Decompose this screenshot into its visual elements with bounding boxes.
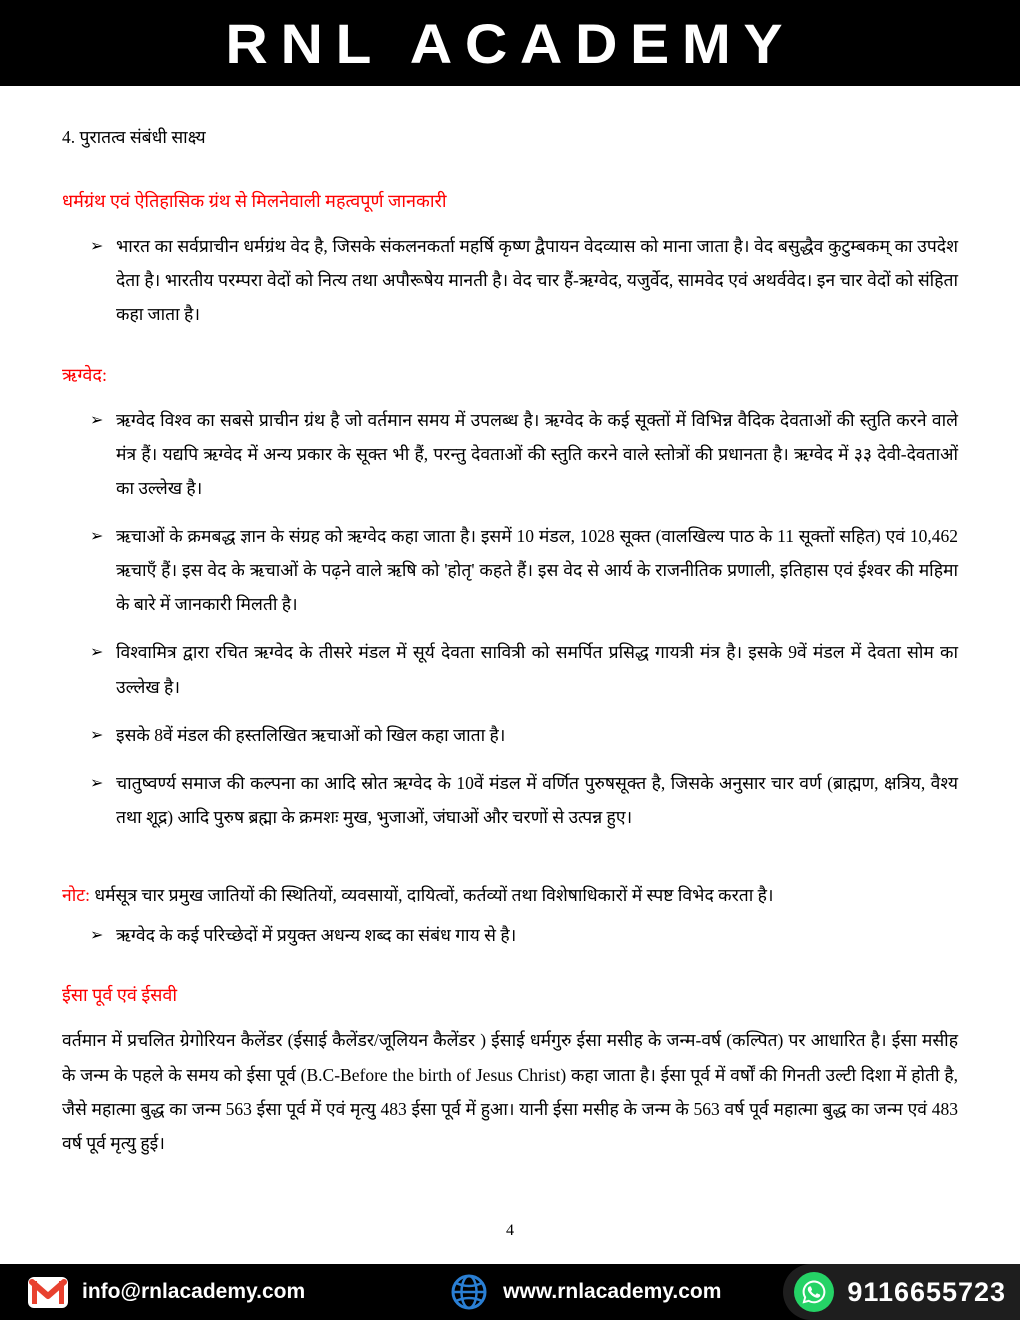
list-item bbox=[62, 766, 958, 834]
globe-icon bbox=[449, 1272, 489, 1312]
section-title-scriptures: धर्मग्रंथ एवं ऐतिहासिक ग्रंथ से मिलनेवाली महत्वपूर्ण जानकारी bbox=[62, 191, 447, 212]
bullet-text: ऋचाओं के क्रमबद्ध ज्ञान के संग्रह को ऋग्वेद कहा जाता है। इसमें 10 मंडल, 1028 सूक्त (वालखिल्य पाठ के 11 सूक्तों सहित) एवं 10,462 ऋचाएँ हैं। इस वेद के ऋचाओं के पढ़ने वाले ऋषि को 'होतृ' कहते हैं। इस वेद से आर्य के राजनीतिक प्रणाली, इतिहास एवं ईश्वर की महिमा के बारे में जानकारी मिलती है। bbox=[116, 526, 958, 615]
arrow-bullet-icon: ➢ bbox=[90, 526, 104, 546]
list-item bbox=[62, 519, 958, 621]
footer-bar bbox=[0, 1264, 1020, 1320]
paragraph-bc-ad: वर्तमान में प्रचलित ग्रेगोरियन कैलेंडर (ईसाई कैलेंडर/जूलियन कैलेंडर ) ईसाई धर्मगुरु ईसा मसीह के जन्म-वर्ष (कल्पित) पर आधारित है। ईसा मसीह के जन्म के पहले के समय को ईसा पूर्व (B.C-Before the birth of Jesus Christ) कहा जाता है। ईसा पूर्व में वर्षों की गिनती उल्टी दिशा में होती है, जैसे महात्मा बुद्ध का जन्म 563 ईसा पूर्व में एवं मृत्यु 483 ईसा पूर्व में हुआ। यानी ईसा मसीह के जन्म के 563 वर्ष पूर्व महात्मा बुद्ध का जन्म एवं 483 वर्ष पूर्व मृत्यु हुई। bbox=[62, 1030, 958, 1153]
list-item bbox=[62, 403, 958, 505]
document-content bbox=[0, 86, 1020, 1160]
note-label: नोट: bbox=[62, 885, 90, 906]
section-title-rigveda: ऋग्वेद: bbox=[62, 364, 107, 385]
footer-website[interactable] bbox=[449, 1272, 721, 1312]
bullet-text: ऋग्वेद विश्व का सबसे प्राचीन ग्रंथ है जो वर्तमान समय में उपलब्ध है। ऋग्वेद के कई सूक्तों में विभिन्न वैदिक देवताओं की स्तुति करने वाले मंत्र हैं। यद्यपि ऋग्वेद में अन्य प्रकार के सूक्त भी हैं, परन्तु देवताओं की स्तुति करने वाले स्तोत्रों की प्रधानता है। ऋग्वेद में ३३ देवी-देवताओं का उल्लेख है। bbox=[116, 409, 958, 498]
page-number: 4 bbox=[506, 1222, 514, 1239]
footer-email-text: info@rnlacademy.com bbox=[82, 1280, 306, 1303]
list-item bbox=[62, 918, 958, 952]
footer-email[interactable] bbox=[28, 1277, 305, 1308]
bullet-text: ऋग्वेद के कई परिच्छेदों में प्रयुक्त अधन्य शब्द का संबंध गाय से है। bbox=[116, 925, 517, 946]
email-icon bbox=[28, 1277, 68, 1308]
note-line bbox=[62, 878, 958, 912]
arrow-bullet-icon: ➢ bbox=[90, 772, 104, 792]
section-title-bc-ad: ईसा पूर्व एवं ईसवी bbox=[62, 985, 178, 1006]
arrow-bullet-icon: ➢ bbox=[90, 642, 104, 662]
header-bar bbox=[0, 0, 1020, 86]
arrow-bullet-icon: ➢ bbox=[90, 925, 104, 945]
footer-website-text: www.rnlacademy.com bbox=[503, 1280, 722, 1303]
arrow-bullet-icon: ➢ bbox=[90, 409, 104, 429]
arrow-bullet-icon: ➢ bbox=[90, 236, 104, 256]
list-item bbox=[62, 718, 958, 752]
whatsapp-icon bbox=[793, 1271, 835, 1313]
footer-phone-text: 9116655723 bbox=[847, 1276, 1007, 1307]
footer-phone[interactable] bbox=[783, 1264, 1020, 1320]
list-item bbox=[62, 229, 958, 331]
note-text: धर्मसूत्र चार प्रमुख जातियों की स्थितियों, व्यवसायों, दायित्वों, कर्तव्यों तथा विशेषाधिकारों में स्पष्ट विभेद करता है। bbox=[89, 885, 774, 906]
arrow-bullet-icon: ➢ bbox=[90, 724, 104, 744]
bullet-text: इसके 8वें मंडल की हस्तलिखित ऋचाओं को खिल कहा जाता है। bbox=[116, 724, 506, 745]
bullet-text: विश्वामित्र द्वारा रचित ऋग्वेद के तीसरे मंडल में सूर्य देवता सावित्री को समर्पित प्रसिद्ध गायत्री मंत्र है। इसके 9वें मंडल में देवता सोम का उल्लेख है। bbox=[116, 642, 958, 697]
list-item bbox=[62, 635, 958, 703]
bullet-text: चातुष्वर्ण्य समाज की कल्पना का आदि स्रोत ऋग्वेद के 10वें मंडल में वर्णित पुरुषसूक्त है, जिसके अनुसार चार वर्ण (ब्राह्मण, क्षत्रिय, वैश्य तथा शूद्र) आदि पुरुष ब्रह्मा के क्रमशः मुख, भुजाओं, जंघाओं और चरणों से उत्पन्न हुए। bbox=[116, 772, 958, 827]
page-title: 4. पुरातत्व संबंधी साक्ष्य bbox=[62, 127, 206, 147]
bullet-text: भारत का सर्वप्राचीन धर्मग्रंथ वेद है, जिसके संकलनकर्ता महर्षि कृष्ण द्वैपायन वेदव्यास को माना जाता है। वेद बसुद्धैव कुटुम्बकम् का उपदेश देता है। भारतीय परम्परा वेदों को नित्य तथा अपौरूषेय मानती है। वेद चार हैं-ऋग्वेद, यजुर्वेद, सामवेद एवं अथर्ववेद। इन चार वेदों को संहिता कहा जाता है। bbox=[116, 236, 958, 325]
brand-title: RNL ACADEMY bbox=[225, 11, 795, 75]
